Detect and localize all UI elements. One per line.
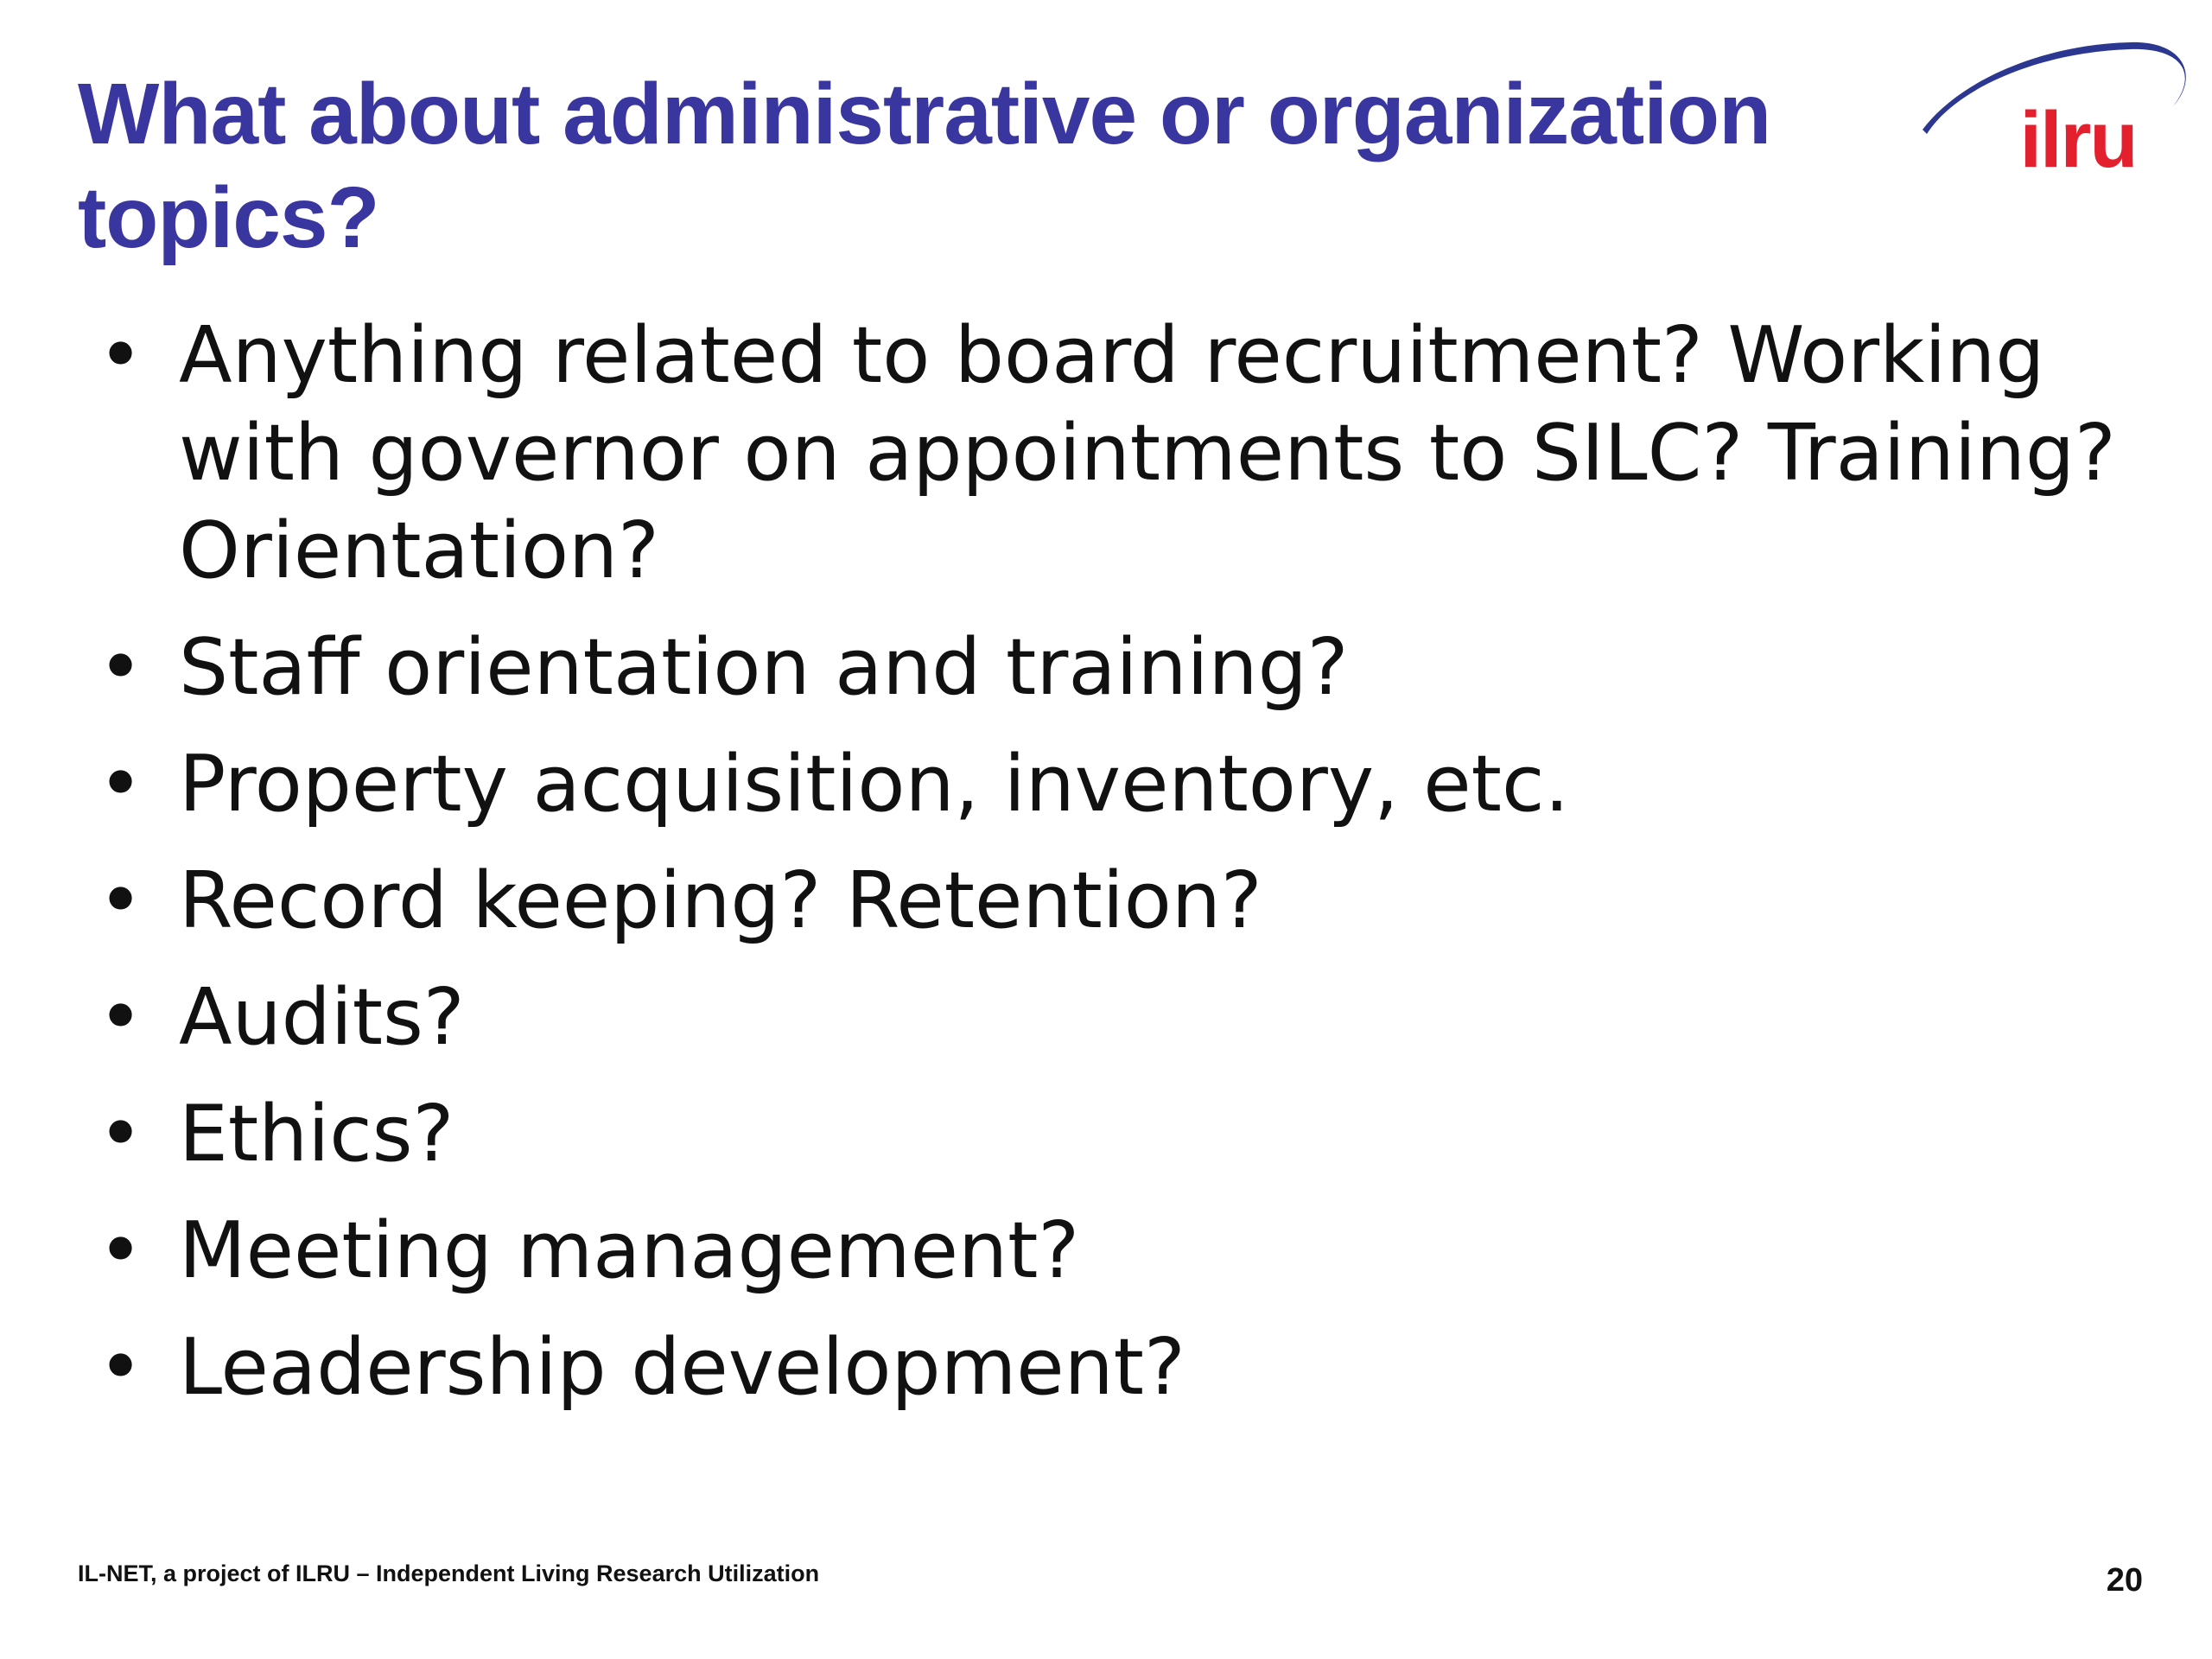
bullet-item (0, 619, 2143, 716)
bullet-dot-icon: • (98, 739, 144, 830)
bullet-item (0, 1319, 2143, 1416)
page-number: 20 (2106, 1562, 2143, 1599)
bullet-dot-icon: • (98, 310, 144, 401)
bullet-list (0, 307, 2143, 1435)
bullet-text: Ethics? (179, 1089, 454, 1179)
bullet-dot-icon: • (98, 622, 144, 713)
bullet-dot-icon: • (98, 1322, 144, 1413)
bullet-dot-icon: • (98, 1089, 144, 1179)
logo-text: ilru (2019, 96, 2137, 181)
bullet-text: Leadership development? (179, 1322, 1185, 1413)
bullet-text: Anything related to board recruitment? Working with governor on appointments to SILC? Training? Orientation? (179, 310, 2116, 596)
ilru-logo (1923, 39, 2190, 181)
bullet-item (0, 1085, 2143, 1183)
slide-title: What about administrative or organization topics? (78, 66, 1771, 266)
bullet-text: Audits? (179, 972, 465, 1063)
bullet-item (0, 307, 2143, 600)
bullet-item (0, 1202, 2143, 1300)
bullet-item (0, 852, 2143, 950)
bullet-text: Property acquisition, inventory, etc. (179, 739, 1570, 830)
footer-text: IL-NET, a project of ILRU – Independent Living Research Utilization (78, 1560, 820, 1586)
bullet-dot-icon: • (98, 972, 144, 1063)
bullet-item (0, 969, 2143, 1066)
bullet-dot-icon: • (98, 855, 144, 946)
bullet-text: Meeting management? (179, 1205, 1080, 1296)
bullet-dot-icon: • (98, 1205, 144, 1296)
bullet-text: Staff orientation and training? (179, 622, 1349, 713)
bullet-text: Record keeping? Retention? (179, 855, 1262, 946)
bullet-item (0, 735, 2143, 833)
